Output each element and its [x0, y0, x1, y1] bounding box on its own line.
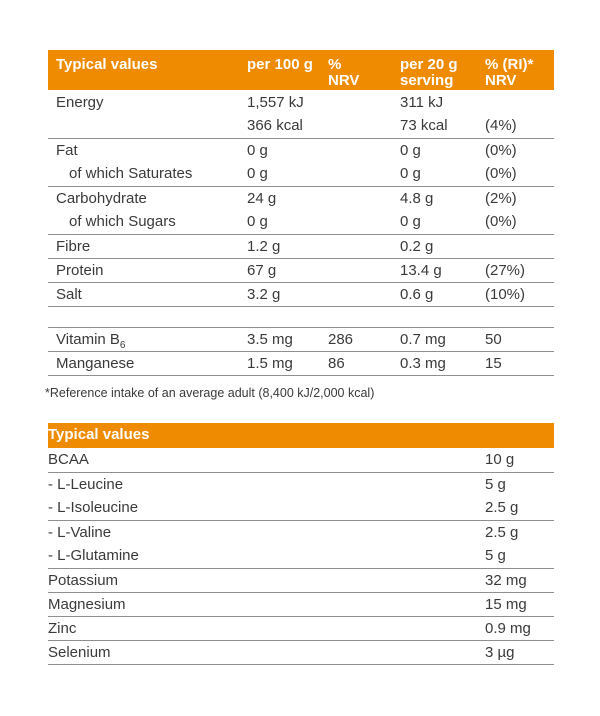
value-per-100g: 366 kcal — [247, 114, 328, 138]
amino-acids-minerals-table — [48, 423, 554, 665]
header-line: NRV — [328, 72, 360, 89]
table-row-potassium — [48, 568, 554, 592]
table-row-fat — [48, 138, 554, 162]
table-row-l-glutamine — [48, 544, 554, 568]
vitamin-b6-subscript: 6 — [119, 339, 126, 351]
row-value: 5 g — [485, 475, 506, 493]
row-label — [48, 114, 247, 138]
value-ri-20g: (10%) — [485, 282, 554, 306]
header-per-20g-serving — [400, 50, 485, 90]
value-ri-20g: (0%) — [485, 141, 517, 159]
table1-header-row — [48, 50, 554, 90]
value-per-20g: 0.3 mg — [400, 351, 485, 375]
table-row-salt — [48, 282, 554, 306]
table-row-bcaa — [48, 448, 554, 472]
value-per-20g: 0 g — [400, 141, 421, 159]
value-per-20g: 0.2 g — [400, 234, 485, 258]
row-value: 0.9 mg — [485, 616, 554, 640]
header-line: NRV — [485, 72, 517, 89]
row-label: Fibre — [48, 234, 247, 258]
value-nrv-100g: 86 — [328, 351, 400, 375]
value-nrv-100g — [328, 138, 400, 162]
row-label: Energy — [56, 93, 104, 111]
header-line: Typical values — [56, 56, 158, 73]
value-per-20g: 73 kcal — [400, 114, 485, 138]
table-row-sugars — [48, 210, 554, 234]
value-per-100g: 1,557 kJ — [247, 93, 304, 111]
value-nrv-100g — [328, 114, 400, 138]
row-label: Fat — [56, 141, 78, 159]
header-line: serving — [400, 72, 454, 89]
table-row-selenium — [48, 640, 554, 664]
value-ri-20g: (4%) — [485, 114, 554, 138]
table-row-protein — [48, 258, 554, 282]
table-row-manganese — [48, 351, 554, 375]
table-row-l-valine — [48, 520, 554, 544]
value-nrv-100g: 286 — [328, 327, 400, 351]
row-label: BCAA — [48, 448, 485, 472]
value-per-20g: 0.7 mg — [400, 327, 485, 351]
value-per-100g: 0 g — [247, 141, 268, 159]
value-nrv-100g — [328, 162, 400, 186]
value-nrv-100g — [328, 282, 400, 306]
row-value: 2.5 g — [485, 523, 519, 541]
row-label: Salt — [48, 282, 247, 306]
value-per-100g: 1.2 g — [247, 234, 328, 258]
row-value: 2.5 g — [485, 496, 554, 520]
value-nrv-100g — [328, 90, 400, 114]
value-per-20g: 0 g — [400, 210, 485, 234]
value-nrv-100g — [328, 210, 400, 234]
row-label: - L-Valine — [48, 523, 112, 541]
header-line: % — [328, 56, 342, 73]
row-label: Selenium — [48, 640, 485, 664]
spacer-cell — [48, 306, 554, 327]
table-row-energy-kj — [48, 90, 554, 114]
value-ri-20g: 15 — [485, 351, 554, 375]
table-row-zinc — [48, 616, 554, 640]
row-label: - L-Isoleucine — [48, 496, 485, 520]
nutrition-table-per-serving — [48, 50, 554, 376]
value-per-100g: 0 g — [247, 210, 328, 234]
header-per-100g — [247, 50, 328, 90]
value-per-20g: 311 kJ — [400, 93, 444, 111]
row-label: of which Saturates — [48, 162, 247, 186]
value-per-100g: 1.5 mg — [247, 351, 328, 375]
value-ri-20g: 50 — [485, 327, 554, 351]
table-row-saturates — [48, 162, 554, 186]
header-line: per 100 g — [247, 56, 313, 73]
value-ri-20g — [485, 90, 554, 114]
value-per-100g: 0 g — [247, 162, 328, 186]
table-row-magnesium — [48, 592, 554, 616]
header-line: % (RI)* — [485, 56, 534, 73]
row-label: Carbohydrate — [56, 189, 147, 207]
row-value: 5 g — [485, 544, 554, 568]
header-line: per 20 g — [400, 56, 458, 73]
value-per-20g: 13.4 g — [400, 258, 485, 282]
value-ri-20g — [485, 234, 554, 258]
value-ri-20g: (27%) — [485, 258, 554, 282]
value-per-20g: 0 g — [400, 162, 485, 186]
row-value: 15 mg — [485, 592, 554, 616]
value-nrv-100g — [328, 186, 400, 210]
row-value: 10 g — [485, 448, 554, 472]
table-row-energy-kcal — [48, 114, 554, 138]
row-value: 32 mg — [485, 568, 554, 592]
value-ri-20g: (0%) — [485, 210, 554, 234]
row-label: Magnesium — [48, 592, 485, 616]
reference-intake-footnote: *Reference intake of an average adult (8,400 kJ/2,000 kcal) — [45, 386, 375, 400]
table2-header-row — [48, 423, 554, 448]
vitamin-b6-label: Vitamin B — [56, 330, 120, 348]
value-per-100g: 24 g — [247, 189, 277, 207]
row-label — [48, 327, 247, 351]
value-per-20g: 0.6 g — [400, 282, 485, 306]
value-per-100g: 67 g — [247, 258, 328, 282]
row-label: Protein — [48, 258, 247, 282]
table-row-carbohydrate — [48, 186, 554, 210]
value-per-100g: 3.5 mg — [247, 327, 328, 351]
row-label: - L-Leucine — [48, 475, 124, 493]
row-label: Manganese — [48, 351, 247, 375]
table-row-l-isoleucine — [48, 496, 554, 520]
value-ri-20g: (0%) — [485, 162, 554, 186]
header-typical-values-2: Typical values — [48, 423, 554, 448]
row-label: of which Sugars — [48, 210, 247, 234]
table-spacer-row — [48, 306, 554, 327]
header-nrv-percent — [328, 50, 400, 90]
header-ri-percent — [485, 50, 554, 90]
value-per-20g: 4.8 g — [400, 189, 434, 207]
table-row-l-leucine — [48, 472, 554, 496]
header-typical-values — [48, 50, 247, 90]
table-row-fibre — [48, 234, 554, 258]
table-row-vitamin-b6 — [48, 327, 554, 351]
row-label: Potassium — [48, 568, 485, 592]
row-label: Zinc — [48, 616, 485, 640]
value-nrv-100g — [328, 258, 400, 282]
value-ri-20g: (2%) — [485, 189, 517, 207]
value-nrv-100g — [328, 234, 400, 258]
row-value: 3 µg — [485, 640, 554, 664]
value-per-100g: 3.2 g — [247, 282, 328, 306]
row-label: - L-Glutamine — [48, 544, 485, 568]
